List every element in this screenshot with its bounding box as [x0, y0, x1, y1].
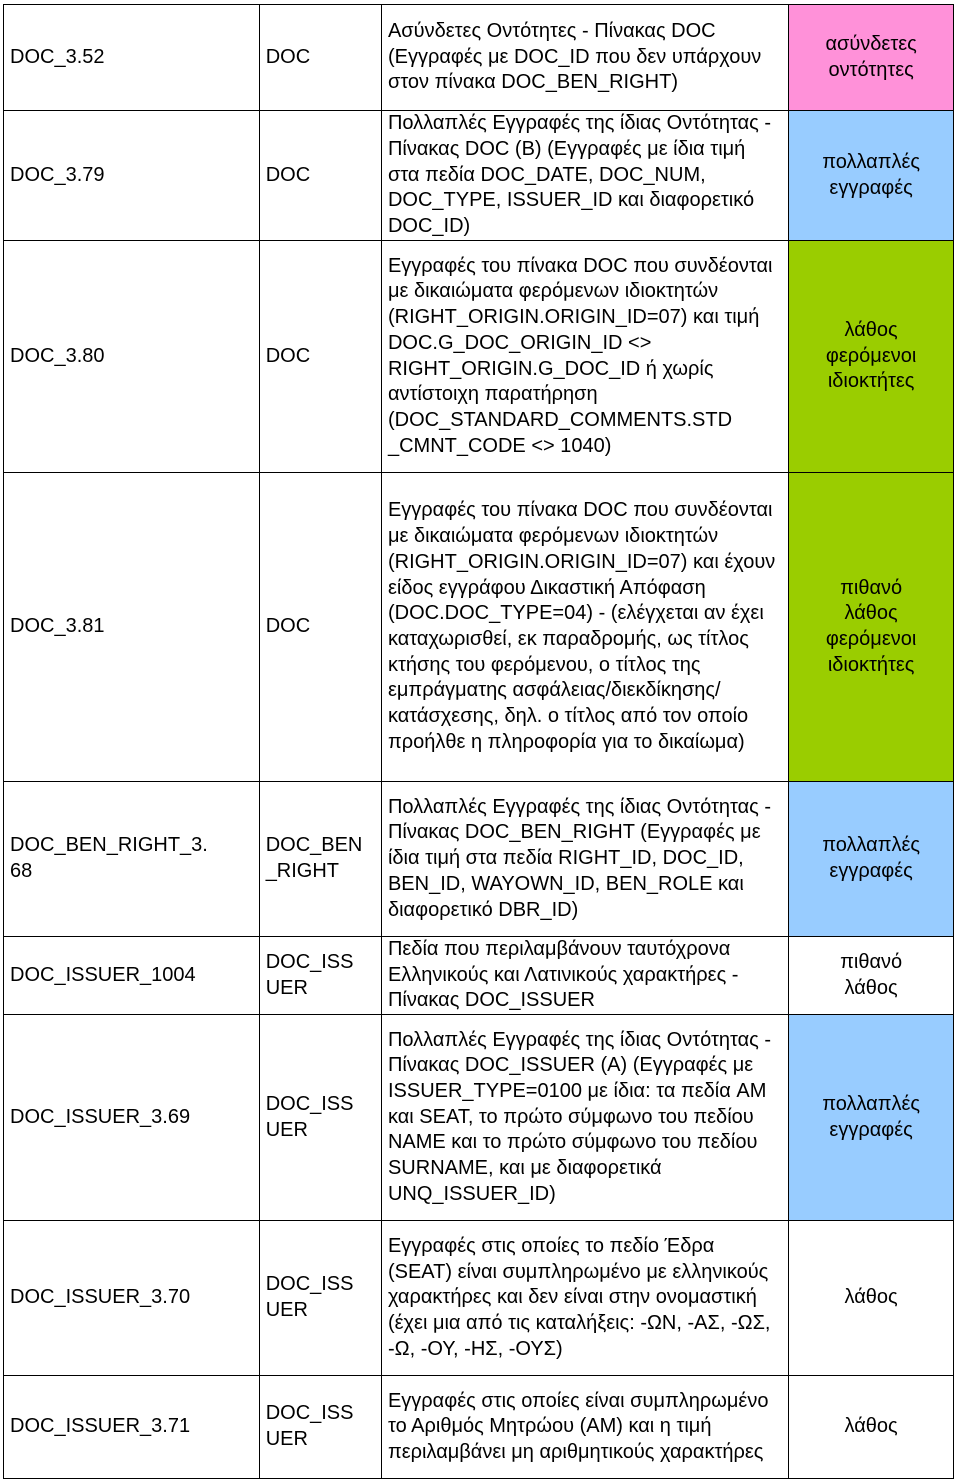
description-cell: Εγγραφές του πίνακα DOC που συνδέονται με δικαιώματα φερόμενων ιδιοκτητών (RIGHT_ORIGIN.ORIGIN_ID=07) και τιμή DOC.G_DOC_ORIGIN_ID <> RIGHT_ORIGIN.G_DOC_ID ή χωρίς αντίστοιχη παρατήρηση (DOC_STANDARD_COMMENTS.STD _CMNT_CODE <> 1040) [381, 241, 788, 473]
category-cell: ασύνδετες οντότητες [789, 5, 954, 111]
rule-code-cell: DOC_3.81 [4, 473, 260, 782]
description-cell: Πολλαπλές Εγγραφές της ίδιας Οντότητας - Πίνακας DOC_ISSUER (A) (Εγγραφές με ISSUER_TYPE=0100 με ίδια: τα πεδία AM και SEAT, το πρώτο σύμφωνο του πεδίου NAME και το πρώτο σύμφωνο του πεδίου SURNAME, και με διαφορετικά UNQ_ISSUER_ID) [381, 1015, 788, 1221]
description-cell: Πεδία που περιλαμβάνουν ταυτόχρονα Ελληνικούς και Λατινικούς χαρακτήρες - Πίνακας DOC_ISSUER [381, 937, 788, 1015]
table-row [4, 111, 954, 241]
rule-code-cell: DOC_BEN_RIGHT_3. 68 [4, 782, 260, 937]
category-cell: πιθανό λάθος [789, 937, 954, 1015]
category-cell: πιθανό λάθος φερόμενοι ιδιοκτήτες [789, 473, 954, 782]
table-name-cell: DOC_ISS UER [259, 937, 381, 1015]
rule-code-cell: DOC_ISSUER_3.70 [4, 1221, 260, 1376]
table-row [4, 1015, 954, 1221]
category-cell: λάθος φερόμενοι ιδιοκτήτες [789, 241, 954, 473]
rule-code-cell: DOC_ISSUER_1004 [4, 937, 260, 1015]
category-cell: πολλαπλές εγγραφές [789, 782, 954, 937]
table-name-cell: DOC [259, 473, 381, 782]
category-cell: πολλαπλές εγγραφές [789, 1015, 954, 1221]
category-cell: λάθος [789, 1221, 954, 1376]
rules-table-body [4, 5, 954, 1479]
table-row [4, 241, 954, 473]
description-cell: Ασύνδετες Οντότητες - Πίνακας DOC (Εγγραφές με DOC_ID που δεν υπάρχουν στον πίνακα DOC_BEN_RIGHT) [381, 5, 788, 111]
table-name-cell: DOC_BEN _RIGHT [259, 782, 381, 937]
description-cell: Πολλαπλές Εγγραφές της ίδιας Οντότητας - Πίνακας DOC (B) (Εγγραφές με ίδια τιμή στα πεδία DOC_DATE, DOC_NUM, DOC_TYPE, ISSUER_ID και διαφορετικό DOC_ID) [381, 111, 788, 241]
table-row [4, 5, 954, 111]
description-cell: Εγγραφές στις οποίες είναι συμπληρωμένο το Αριθμός Μητρώου (AM) και η τιμή περιλαμβάνει μη αριθμητικούς χαρακτήρες [381, 1376, 788, 1479]
rule-code-cell: DOC_ISSUER_3.69 [4, 1015, 260, 1221]
category-cell: πολλαπλές εγγραφές [789, 111, 954, 241]
category-cell: λάθος [789, 1376, 954, 1479]
rule-code-cell: DOC_3.80 [4, 241, 260, 473]
table-row [4, 1376, 954, 1479]
table-name-cell: DOC_ISS UER [259, 1376, 381, 1479]
table-name-cell: DOC_ISS UER [259, 1015, 381, 1221]
description-cell: Εγγραφές στις οποίες το πεδίο Έδρα (SEAT) είναι συμπληρωμένο με ελληνικούς χαρακτήρες και δεν είναι στην ονομαστική (έχει μια από τις καταλήξεις: -ΩΝ, -ΑΣ, -ΩΣ, -Ω, -ΟΥ, -ΗΣ, -ΟΥΣ) [381, 1221, 788, 1376]
rule-code-cell: DOC_ISSUER_3.71 [4, 1376, 260, 1479]
description-cell: Πολλαπλές Εγγραφές της ίδιας Οντότητας - Πίνακας DOC_BEN_RIGHT (Εγγραφές με ίδια τιμή στα πεδία RIGHT_ID, DOC_ID, BEN_ID, WAYOWN_ID, BEN_ROLE και διαφορετικό DBR_ID) [381, 782, 788, 937]
table-name-cell: DOC_ISS UER [259, 1221, 381, 1376]
description-cell: Εγγραφές του πίνακα DOC που συνδέονται με δικαιώματα φερόμενων ιδιοκτητών (RIGHT_ORIGIN.ORIGIN_ID=07) και έχουν είδος εγγράφου Δικαστική Απόφαση (DOC.DOC_TYPE=04) - (ελέγχεται αν έχει καταχωρισθεί, εκ παραδρομής, ως τίτλος κτήσης του φερόμενου, ο τίτλος της εμπράγματης ασφάλειας/διεκδίκησης/κατάσχεσης, δηλ. ο τίτλος από τον οποίο προήλθε η πληροφορία για το δικαίωμα) [381, 473, 788, 782]
table-row [4, 937, 954, 1015]
table-name-cell: DOC [259, 241, 381, 473]
rule-code-cell: DOC_3.52 [4, 5, 260, 111]
rule-code-cell: DOC_3.79 [4, 111, 260, 241]
table-name-cell: DOC [259, 5, 381, 111]
table-row [4, 473, 954, 782]
table-row [4, 1221, 954, 1376]
rules-table [3, 4, 954, 1479]
table-row [4, 782, 954, 937]
table-name-cell: DOC [259, 111, 381, 241]
